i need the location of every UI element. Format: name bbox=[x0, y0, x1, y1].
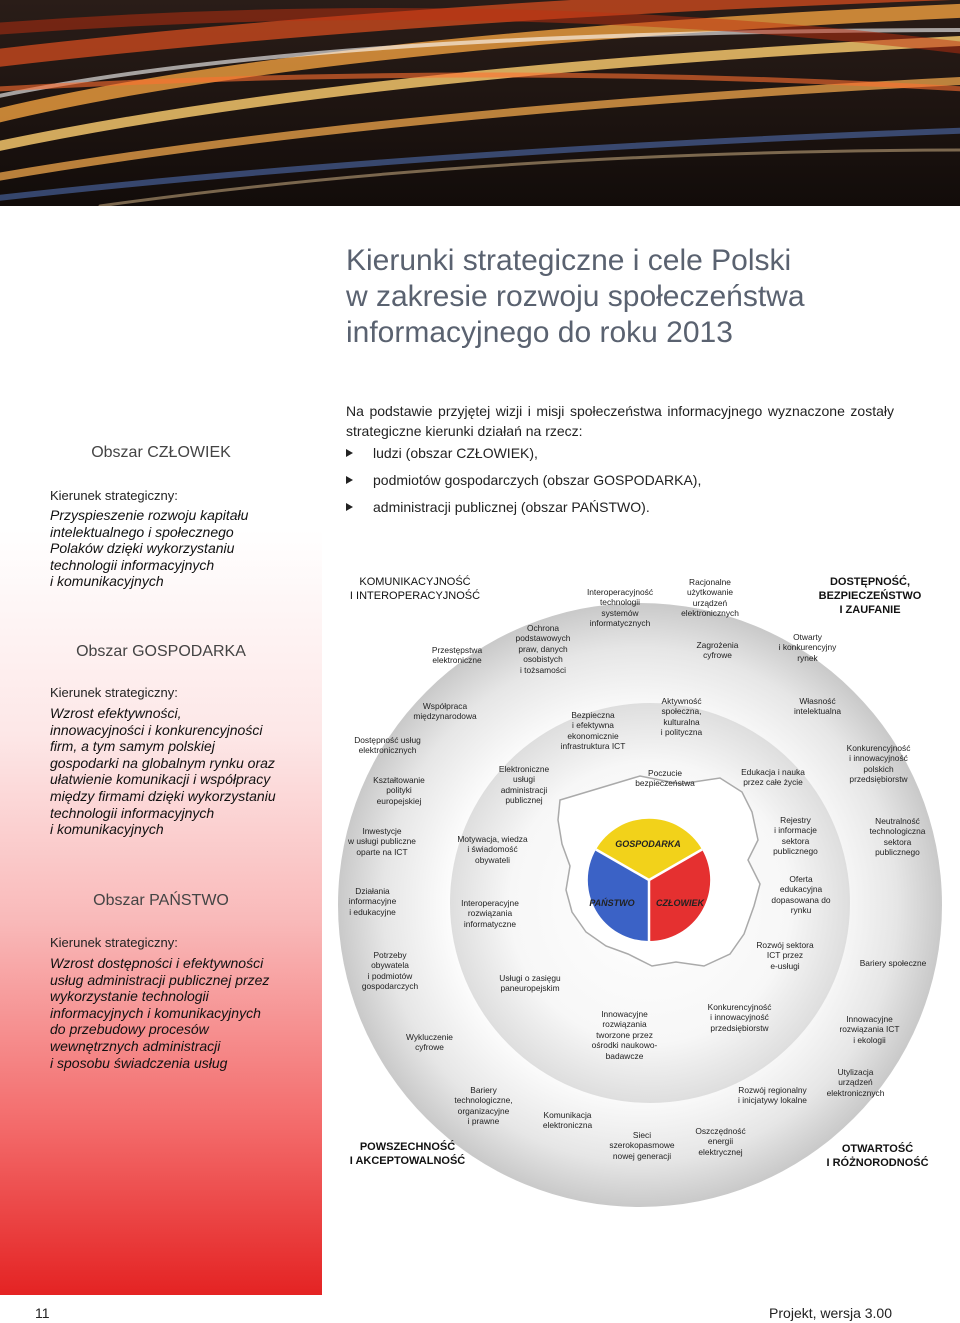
diagram-label: Potrzeby obywatela i podmiotów gospodarczych bbox=[361, 950, 419, 992]
diagram-label: Otwarty i konkurencyjny rynek bbox=[778, 632, 837, 663]
diagram-label: Elektroniczne usługi administracji publicznej bbox=[498, 764, 550, 806]
direction-label-czlowiek: Kierunek strategiczny: bbox=[50, 488, 178, 503]
pie-label-czlowiek: CZŁOWIEK bbox=[656, 898, 704, 908]
corner-label-top-right: DOSTĘPNOŚĆ, BEZPIECZEŃSTWO I ZAUFANIE bbox=[818, 576, 922, 616]
diagram-label: Innowacyjne rozwiązania ICT i ekologii bbox=[839, 1014, 900, 1045]
diagram-label: Rozwój regionalny i inicjatywy lokalne bbox=[738, 1085, 807, 1106]
diagram-label: Innowacyjne rozwiązania tworzone przez ośrodki naukowo- badawcze bbox=[591, 1009, 658, 1061]
diagram-label: Edukacja i nauka przez całe życie bbox=[741, 767, 805, 788]
diagram-label: Bariery społeczne bbox=[859, 958, 927, 968]
diagram-label: Komunikacja elektroniczna bbox=[542, 1110, 593, 1131]
diagram-label: Utylizacja urządzeń elektronicznych bbox=[826, 1067, 885, 1098]
diagram-label: Konkurencyjność i innowacyjność polskich przedsiębiorstw bbox=[846, 743, 911, 785]
direction-text-gospodarka: Wzrost efektywności, innowacyjności i konkurencyjności firm, a tym samym polskiej gospodarki na globalnym rynku oraz ułatwienie komunikacji i współpracy między firmami dzięki wykorzystaniu technologii informacyjnych i komunikacyjnych bbox=[50, 705, 276, 838]
diagram-label: Sieci szerokopasmowe nowej generacji bbox=[609, 1130, 675, 1161]
diagram-label: Motywacja, wiedza i świadomość obywateli bbox=[457, 834, 528, 865]
page-title: Kierunki strategiczne i cele Polski w zakresie rozwoju społeczeństwa informacyjnego do roku 2013 bbox=[346, 244, 805, 349]
diagram-label: Ochrona podstawowych praw, danych osobistych i tożsamości bbox=[515, 623, 571, 675]
area-title-czlowiek: Obszar CZŁOWIEK bbox=[91, 444, 231, 461]
diagram-label: Przestępstwa elektroniczne bbox=[431, 645, 483, 666]
diagram-label: Interoperacyjność technologii systemów informatycznych bbox=[586, 587, 654, 629]
diagram-label: Aktywność społeczna, kulturalna i polityczna bbox=[660, 696, 703, 738]
pie-label-panstwo: PAŃSTWO bbox=[589, 898, 635, 908]
document-version: Projekt, wersja 3.00 bbox=[769, 1305, 892, 1321]
diagram-label: Neutralność technologiczna sektora publicznego bbox=[869, 816, 926, 858]
diagram-label: Wykluczenie cyfrowe bbox=[406, 1032, 453, 1053]
diagram-label: Rejestry i informacje sektora publicznego bbox=[773, 815, 818, 857]
diagram-label: Oferta edukacyjna dopasowana do rynku bbox=[771, 874, 831, 916]
bullet-item: ludzi (obszar CZŁOWIEK), bbox=[346, 445, 538, 461]
bullet-item: podmiotów gospodarczych (obszar GOSPODARKA), bbox=[346, 472, 701, 488]
intro-paragraph: Na podstawie przyjętej wizji i misji społeczeństwa informacyjnego wyznaczone zostały strategiczne kierunki działań na rzecz: bbox=[346, 403, 894, 439]
diagram-label: Konkurencyjność i innowacyjność przedsiębiorstw bbox=[707, 1002, 772, 1033]
diagram-label: Bezpieczna i efektywna ekonomicznie infrastruktura ICT bbox=[560, 710, 626, 752]
corner-label-bottom-left: POWSZECHNOŚĆ I AKCEPTOWALNOŚĆ bbox=[349, 1141, 466, 1167]
corner-label-bottom-right: OTWARTOŚĆ I RÓŻNORODNOŚĆ bbox=[826, 1143, 929, 1169]
diagram-label: Własność intelektualna bbox=[793, 696, 842, 717]
diagram-label: Zagrożenia cyfrowe bbox=[696, 640, 739, 661]
diagram-label: Rozwój sektora ICT przez e-usługi bbox=[756, 940, 814, 971]
direction-text-panstwo: Wzrost dostępności i efektywności usług administracji publicznej przez wykorzystanie technologii informacyjnych i komunikacyjnych do przebudowy procesów wewnętrznych administracji i sposobu świadczenia usług bbox=[50, 955, 270, 1071]
diagram-label: Współpraca międzynarodowa bbox=[413, 701, 477, 722]
area-title-gospodarka: Obszar GOSPODARKA bbox=[76, 643, 246, 660]
diagram-label: Działania informacyjne i edukacyjne bbox=[348, 886, 397, 917]
diagram-label: Interoperacyjne rozwiązania informatyczne bbox=[461, 898, 519, 929]
pie-label-gospodarka: GOSPODARKA bbox=[615, 839, 681, 849]
direction-text-czlowiek: Przyspieszenie rozwoju kapitału intelektualnego i społecznego Polaków dzięki wykorzystaniu technologii informacyjnych i komunikacyjnych bbox=[50, 507, 249, 590]
corner-label-top-left: KOMUNIKACYJNOŚĆ I INTEROPERACYJNOŚĆ bbox=[349, 576, 481, 602]
direction-label-panstwo: Kierunek strategiczny: bbox=[50, 935, 178, 950]
diagram-label: Bariery technologiczne, organizacyjne i prawne bbox=[454, 1085, 513, 1127]
diagram-label: Oszczędność energii elektrycznej bbox=[695, 1126, 746, 1157]
diagram-label: Usługi o zasięgu paneuropejskim bbox=[499, 973, 561, 994]
diagram-label: Poczucie bezpieczeństwa bbox=[635, 768, 695, 789]
direction-label-gospodarka: Kierunek strategiczny: bbox=[50, 685, 178, 700]
area-pie-chart bbox=[588, 819, 710, 941]
diagram-label: Racjonalne użytkowanie urządzeń elektronicznych bbox=[681, 577, 739, 619]
diagram-label: Inwestycje w usługi publiczne oparte na ICT bbox=[348, 826, 416, 857]
diagram-label: Kształtowanie polityki europejskiej bbox=[373, 775, 425, 806]
area-title-panstwo: Obszar PAŃSTWO bbox=[93, 892, 229, 909]
page-number: 11 bbox=[35, 1305, 50, 1321]
bullet-item: administracji publicznej (obszar PAŃSTWO). bbox=[346, 499, 650, 515]
diagram-label: Dostępność usług elektronicznych bbox=[354, 735, 421, 756]
